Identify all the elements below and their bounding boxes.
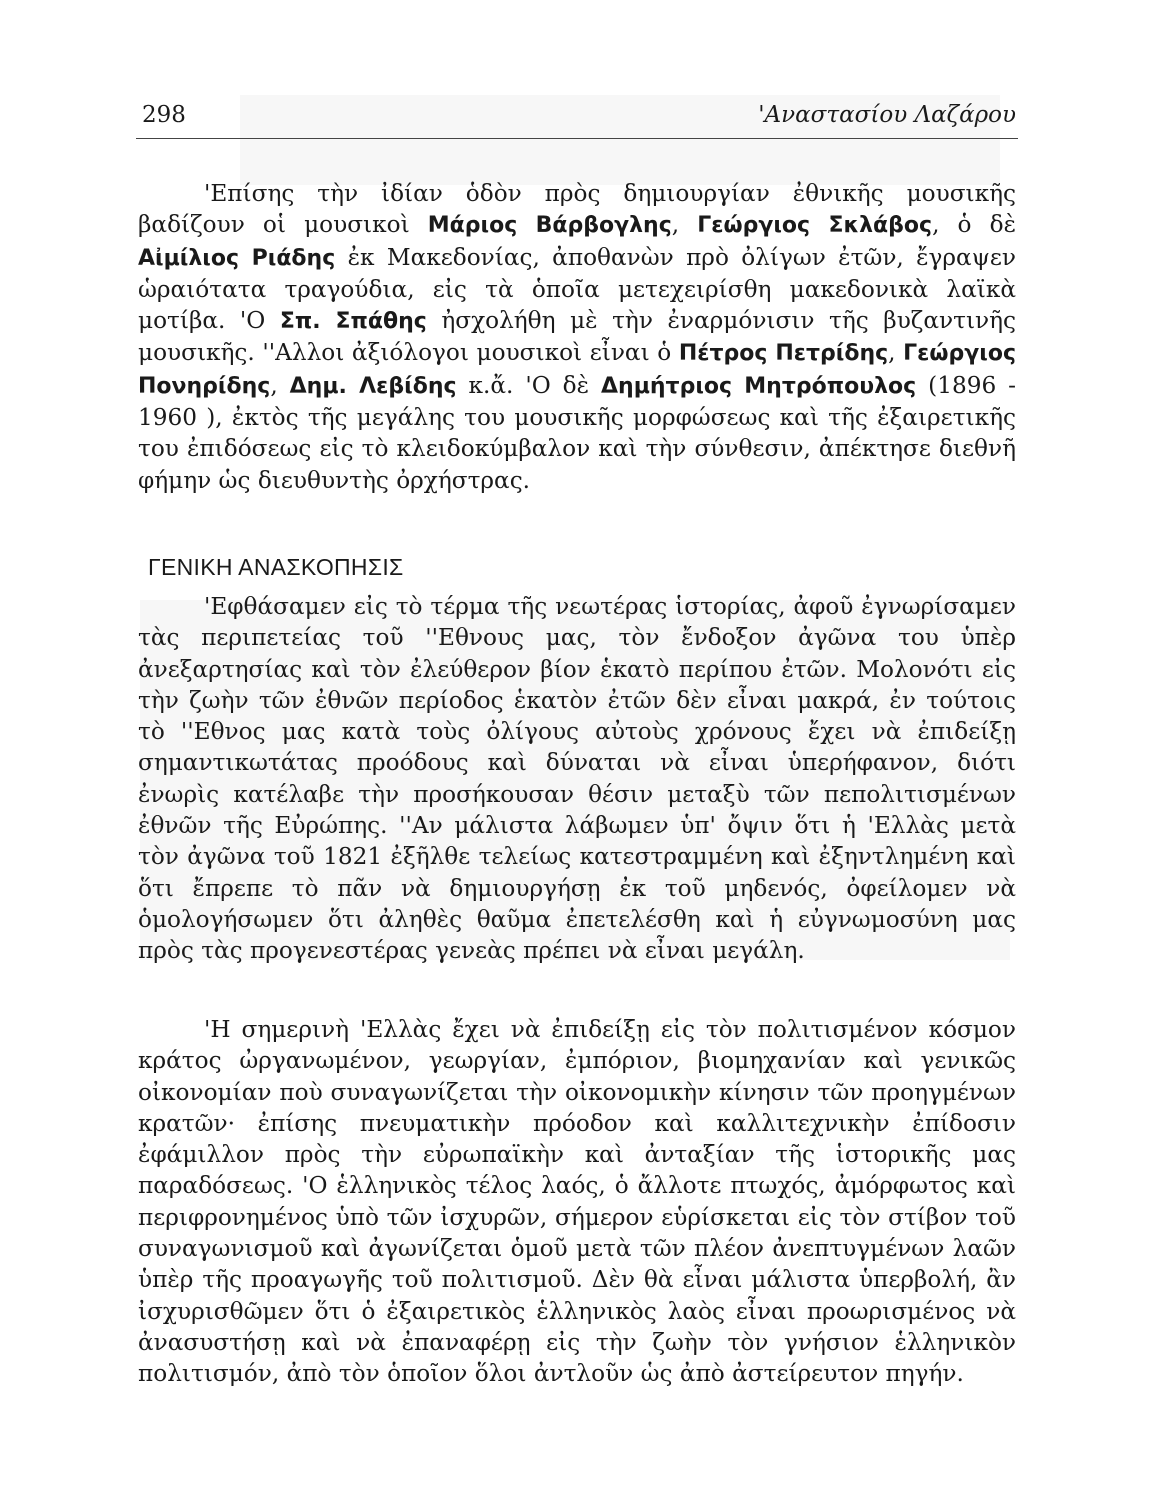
composer-name: Πέτρος Πετρίδης — [678, 341, 889, 367]
paragraph-overview: 'Εφθάσαμεν εἰς τὸ τέρμα τῆς νεωτέρας ἱστορίας, ἀφοῦ ἐγνωρίσαμεν τὰς περιπετείας τοῦ ''Εθνους μας, τὸν ἔνδοξον ἀγῶνα του ὑπὲρ ἀνεξαρτησίας καὶ τὸν ἐλεύθερον βίον ἑκατὸ περίπου ἐτῶν. Μολονότι εἰς τὴν ζωὴν τῶν ἐθνῶν περίοδος ἑκατὸν ἐτῶν δὲν εἶναι μακρά, ἐν τούτοις τὸ ''Εθνος μας κατὰ τοὺς ὀλίγους αὐτοὺς χρόνους ἔχει νὰ ἐπιδείξῃ σημαντικωτάτας προόδους καὶ δύναται νὰ εἶναι ὑπερήφανον, διότι ἐνωρὶς κατέλαβε τὴν προσήκουσαν θέσιν μεταξὺ τῶν πεπολιτισμένων ἐθνῶν τῆς Εὐρώπης. ''Αν μάλιστα λάβωμεν ὑπ' ὄψιν ὅτι ἡ 'Ελλὰς μετὰ τὸν ἀγῶνα τοῦ 1821 ἐξῆλθε τελείως κατεστραμμένη καὶ ἐξηντλημένη καὶ ὅτι ἔπρεπε τὸ πᾶν νὰ δημιουργήσῃ ἐκ τοῦ μηδενός, ὀφείλομεν νὰ ὁμολογήσωμεν ὅτι ἀληθὲς θαῦμα ἐπετελέσθη καὶ ἡ εὐγνωμοσύνη μας πρὸς τὰς προγενεστέρας γενεὰς πρέπει νὰ εἶναι μεγάλη. — [138, 593, 1016, 965]
text-run: ἐκ Μακεδονίας, ἀποθανὼν πρὸ ὀλίγων ἐτῶν, ἔγραψεν ὡραιότατα τραγούδια, εἰς τὰ ὁποῖα μετεχειρίσθη μακεδονικὰ λαϊκὰ μοτίβα. 'Ο — [138, 243, 1016, 335]
text-run: , — [270, 371, 290, 399]
composer-name: Σπ. Σπάθης — [279, 309, 427, 335]
composer-name: Δημήτριος Μητρόπουλος — [601, 373, 917, 399]
paragraph-music-composers — [138, 178, 1016, 496]
page-number: 298 — [142, 102, 186, 128]
paragraph-modern-greece: 'Η σημερινὴ 'Ελλὰς ἔχει νὰ ἐπιδείξῃ εἰς τὸν πολιτισμένον κόσμον κράτος ὠργανωμένον, γεωργίαν, ἐμπόριον, βιομηχανίαν καὶ γενικῶς οἰκονομίαν ποὺ συναγωνίζεται τὴν οἰκονομικὴν κίνησιν τῶν προηγμένων κρατῶν· ἐπίσης πνευματικὴν πρόοδον καὶ καλλιτεχνικὴν ἐπίδοσιν ἐφάμιλλον πρὸς τὴν εὐρωπαϊκὴν καὶ ἀνταξίαν τῆς ἱστορικῆς μας παραδόσεως. 'Ο ἑλληνικὸς τέλος λαός, ὁ ἄλλοτε πτωχός, ἀμόρφωτος καὶ περιφρονημένος ὑπὸ τῶν ἰσχυρῶν, σήμερον εὑρίσκεται εἰς τὸν στίβον τοῦ συναγωνισμοῦ καὶ ἀγωνίζεται ὁμοῦ μετὰ τῶν πλέον ἀνεπτυγμένων λαῶν ὑπὲρ τῆς προαγωγῆς τοῦ πολιτισμοῦ. Δὲν θὰ εἶναι μάλιστα ὑπερβολή, ἂν ἰσχυρισθῶμεν ὅτι ὁ ἐξαιρετικὸς ἑλληνικὸς λαὸς εἶναι προωρισμένος νὰ ἀνασυστήσῃ καὶ νὰ ἐπαναφέρῃ εἰς τὴν ζωὴν τὸν γνήσιον ἑλληνικὸν πολιτισμόν, ἀπὸ τὸν ὁποῖον ὅλοι ἀντλοῦν ὡς ἀπὸ ἀστείρευτον πηγήν. — [138, 1016, 1016, 1388]
composer-name: Δημ. Λεβίδης — [289, 373, 457, 399]
text-run: , ὁ δὲ — [932, 211, 1017, 239]
composer-name: Μάριος Βάρβογλης — [427, 213, 672, 239]
composer-name: Αἰμίλιος Ριάδης — [138, 245, 336, 271]
text-run: (1896 - 1960 ), ἐκτὸς τῆς μεγάλης του μουσικῆς μορφώσεως καὶ τῆς ἐξαιρετικῆς του ἐπιδόσεως εἰς τὸ κλειδοκύμβαλον καὶ τὴν σύνθεσιν, ἀπέκτησε διεθνῆ φήμην ὡς διευθυντὴς ὀρχήστρας. — [138, 371, 1016, 494]
page-header — [136, 98, 1018, 139]
text-run: 'Επίσης τὴν ἰδίαν ὁδὸν πρὸς δημιουργίαν ἐθνικῆς μουσικῆς βαδίζουν οἱ μουσικοὶ — [138, 180, 1016, 239]
text-run: , — [888, 339, 904, 367]
composer-name: Γεώργιος Πονηρίδης — [138, 341, 1016, 399]
composer-name: Γεώργιος Σκλάβος — [697, 213, 933, 239]
text-run: κ.ἄ. 'Ο δὲ — [456, 371, 601, 399]
text-run: ἠσχολήθη μὲ τὴν ἐναρμόνισιν τῆς βυζαντινῆς μουσικῆς. ''Αλλοι ἀξιόλογοι μουσικοὶ εἶναι ὁ — [138, 307, 1017, 367]
running-head: 'Αναστασίου Λαζάρου — [758, 102, 1016, 128]
section-heading: ΓΕΝΙΚΗ ΑΝΑΣΚΟΠΗΣΙΣ — [148, 554, 404, 580]
text-run: , — [671, 211, 698, 239]
